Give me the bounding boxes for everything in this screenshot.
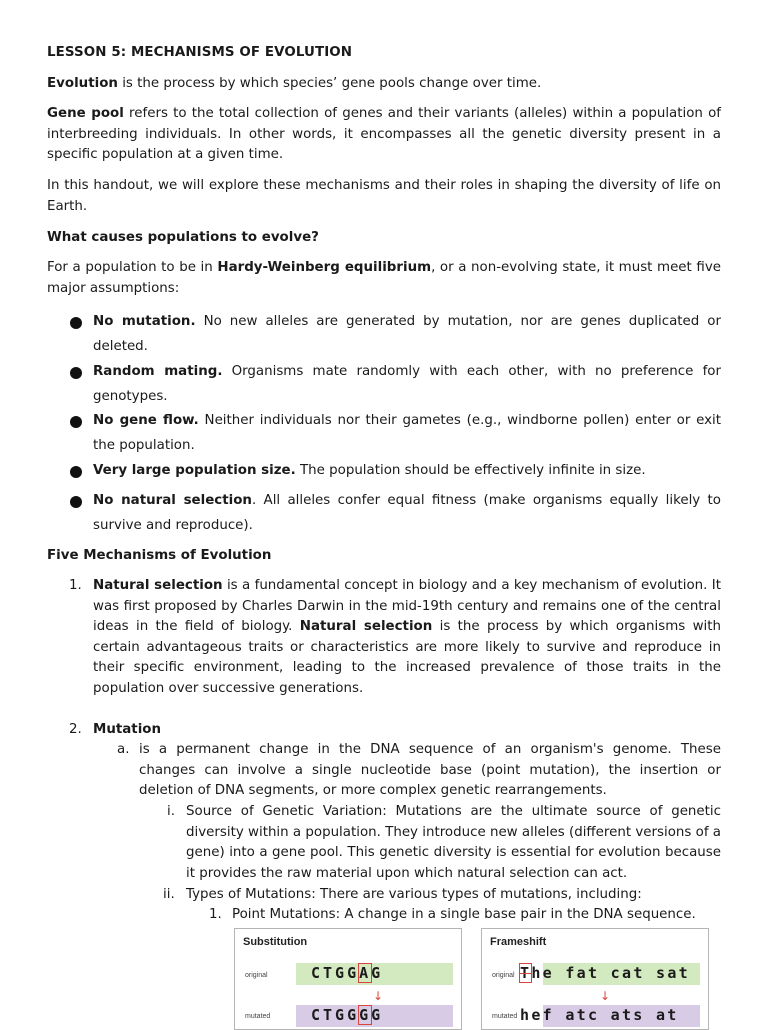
substituted-base-original: A xyxy=(359,964,372,982)
frameshift-title: Frameshift xyxy=(490,936,547,948)
types-of-mutations-text: Types of Mutations: There are various types of mutations, including: xyxy=(186,887,642,902)
substituted-base-mutated: G xyxy=(359,1006,372,1024)
assumption-desc: The population should be effectively infinite in size. xyxy=(295,463,646,478)
hw-post: , or a non-evolving state, it must meet five major assumptions: xyxy=(47,260,721,296)
bullet-dot-icon xyxy=(70,496,82,508)
mechanism-1-text-part1: is a fundamental concept in biology and a key mechanism of evolution. It was first proposed by Charles Darwin in the mid-19th century and remains one of the central ideas in the field of biology. xyxy=(93,578,721,635)
gene-pool-definition xyxy=(47,104,721,166)
frameshift-figure xyxy=(481,928,709,1030)
bullet-dot-icon xyxy=(70,367,82,379)
mechanism-2-heading xyxy=(93,720,721,741)
down-arrow-icon: ↓ xyxy=(373,989,384,1003)
assumption-desc: . All alleles confer equal fitness (make organisms equally likely to survive and reproduce). xyxy=(93,493,721,533)
point-mutations-text: Point Mutations: A change in a single base pair in the DNA sequence. xyxy=(232,907,696,922)
mutation-term: Mutation xyxy=(93,722,162,737)
lesson-title: LESSON 5: MECHANISMS OF EVOLUTION xyxy=(47,45,353,60)
assumption-desc: Organisms mate randomly with each other, with no preference for genotypes. xyxy=(93,364,721,404)
sub-1-marker: 1. xyxy=(209,907,222,922)
assumption-text xyxy=(93,459,721,484)
gene-pool-term: Gene pool xyxy=(47,106,124,121)
evolution-text: is the process by which species’ gene pools change over time. xyxy=(117,76,542,91)
substitution-original-sequence xyxy=(311,964,383,982)
assumption-text xyxy=(93,360,721,409)
assumption-term: No natural selection xyxy=(93,493,252,508)
seq-part: G xyxy=(371,1006,384,1024)
seq-part: G xyxy=(371,964,384,982)
frameshift-mutated-sequence: hef atc ats at xyxy=(520,1006,679,1024)
genetic-variation-text: Source of Genetic Variation: Mutations are the ultimate source of genetic diversity within a population. They introduce new alleles (different versions of a gene) into a gene pool. This genetic diversity is essential for evolution because it provides the raw material upon which natural selection can act. xyxy=(186,804,721,881)
handout-intro: In this handout, we will explore these mechanisms and their roles in shaping the diversity of life on Earth. xyxy=(47,178,721,214)
down-arrow-icon: ↓ xyxy=(600,989,611,1003)
original-label: original xyxy=(492,972,515,979)
question-heading: What causes populations to evolve? xyxy=(47,230,319,245)
assumption-text xyxy=(93,310,721,359)
assumption-term: Random mating. xyxy=(93,364,223,379)
assumption-text xyxy=(93,409,721,458)
assumption-term: Very large population size. xyxy=(93,463,296,478)
evolution-term: Evolution xyxy=(47,76,118,91)
five-mechanisms-heading: Five Mechanisms of Evolution xyxy=(47,548,272,563)
natural-selection-term: Natural selection xyxy=(93,578,223,593)
seq-part: CTGG xyxy=(311,1006,360,1024)
substitution-title: Substitution xyxy=(243,936,308,948)
sub-i-marker: i. xyxy=(167,804,175,819)
assumption-term: No gene flow. xyxy=(93,413,199,428)
sub-ii-marker: ii. xyxy=(163,887,175,902)
hw-pre: For a population to be in xyxy=(47,260,218,275)
assumption-desc: No new alleles are generated by mutation, nor are genes duplicated or deleted. xyxy=(93,314,721,354)
mechanism-1-number: 1. xyxy=(69,578,82,593)
original-label: original xyxy=(245,972,268,979)
mutated-label: mutated xyxy=(492,1013,518,1020)
sub-a-marker: a. xyxy=(117,742,130,757)
mechanism-1-text xyxy=(93,576,721,700)
substitution-figure xyxy=(234,928,462,1030)
frameshift-original-sequence xyxy=(520,964,690,982)
hw-term: Hardy-Weinberg equilibrium xyxy=(217,260,432,275)
evolution-definition xyxy=(47,74,721,95)
bullet-dot-icon xyxy=(70,317,82,329)
bullet-dot-icon xyxy=(70,466,82,478)
mutation-definition: is a permanent change in the DNA sequence of an organism's genome. These changes can involve a single nucleotide base (point mutation), the insertion or deletion of DNA segments, or more complex genetic rearrangements. xyxy=(139,742,721,799)
assumption-term: No mutation. xyxy=(93,314,196,329)
mechanism-2-number: 2. xyxy=(69,722,82,737)
seq-part: he fat cat sat xyxy=(531,964,690,982)
hardy-weinberg-paragraph xyxy=(47,258,721,299)
seq-part: CTGG xyxy=(311,964,360,982)
gene-pool-text: refers to the total collection of genes and their variants (alleles) within a population of interbreeding individuals. In other words, it encompasses all the genetic diversity present in a specific population at a given time. xyxy=(47,106,721,163)
mechanism-1-text-part2: is the process by which organisms with certain advantageous traits or characteristics are more likely to survive and reproduce in their specific environment, leading to the increased prevalence of those traits in the population over successive generations. xyxy=(93,619,721,696)
deleted-base: T xyxy=(520,964,532,982)
assumption-text xyxy=(93,489,721,538)
assumption-desc: Neither individuals nor their gametes (e.g., windborne pollen) enter or exit the population. xyxy=(93,413,721,453)
natural-selection-term-2: Natural selection xyxy=(299,619,433,635)
substitution-mutated-sequence xyxy=(311,1006,383,1024)
bullet-dot-icon xyxy=(70,416,82,428)
mutated-label: mutated xyxy=(245,1013,271,1020)
